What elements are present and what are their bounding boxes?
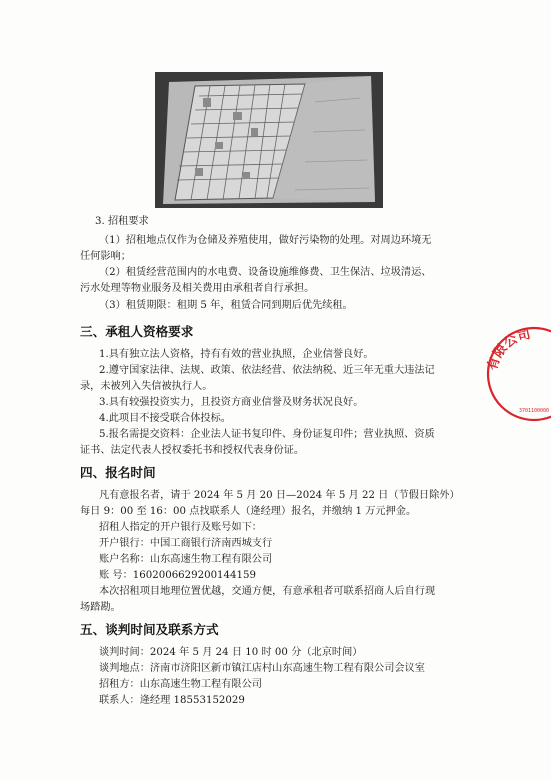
negotiation-location: 谈判地点：济南市济阳区新市镇江店村山东高速生物工程有限公司会议室	[99, 663, 425, 674]
requirement-1-line-1: （1）招租地点仅作为仓储及养殖使用，做好污染物的处理。对周边环境无	[99, 235, 432, 246]
requirement-2-line-2: 污水处理等物业服务及相关费用由承租者自行承担。	[80, 283, 315, 294]
site-plan-photo	[155, 72, 383, 208]
registration-line-2: 每日 9：00 至 16：00 点找联系人（逄经理）报名，并缴纳 1 万元押金。	[80, 506, 417, 517]
requirement-3: （3）租赁期限：租期 5 年，租赁合同到期后优先续租。	[99, 300, 353, 311]
heading-registration-time: 四、报名时间	[80, 465, 156, 480]
account-name: 账户名称：山东高速生物工程有限公司	[99, 554, 273, 565]
section-3-title: 3. 招租要求	[95, 216, 149, 227]
heading-negotiation-contact: 五、谈判时间及联系方式	[80, 622, 219, 637]
qualification-5-line-2: 证书、法定代表人授权委托书和授权代表身份证。	[80, 445, 305, 456]
site-visit-line-1: 本次招租项目地理位置优越，交通方便，有意承租者可联系招商人后自行现	[99, 586, 436, 597]
qualification-2-line-1: 2.遵守国家法律、法规、政策、依法经营、依法纳税、近三年无重大违法记	[99, 365, 435, 376]
qualification-2-line-2: 录，未被列入失信被执行人。	[80, 381, 213, 392]
bank-name: 开户银行：中国工商银行济南西城支行	[99, 538, 273, 549]
negotiation-time: 谈判时间：2024 年 5 月 24 日 10 时 00 分（北京时间）	[99, 647, 363, 658]
requirement-1-line-2: 任何影响；	[80, 251, 131, 262]
registration-line-1: 凡有意报名者，请于 2024 年 5 月 20 日—2024 年 5 月 22 日（节假日除外）	[99, 490, 460, 501]
bank-intro: 招租人指定的开户银行及账号如下：	[99, 522, 262, 533]
site-visit-line-2: 场踏勘。	[80, 602, 121, 613]
qualification-1: 1.具有独立法人资格，持有有效的营业执照，企业信誉良好。	[99, 349, 374, 360]
contact-person: 联系人：逄经理 18553152029	[99, 695, 245, 706]
requirement-2-line-1: （2）租赁经营范围内的水电费、设备设施维修费、卫生保洁、垃圾清运、	[99, 267, 432, 278]
qualification-5-line-1: 5.报名需提交资料：企业法人证书复印件、身份证复印件；营业执照、资质	[99, 429, 435, 440]
qualification-4: 4.此项目不接受联合体投标。	[99, 413, 231, 424]
company-seal	[478, 318, 551, 428]
qualification-3: 3.具有较强投资实力，且投资方商业信誉及财务状况良好。	[99, 397, 364, 408]
seal-text: 有限公司	[485, 326, 533, 373]
heading-tenant-qualifications: 三、承租人资格要求	[80, 324, 194, 339]
seal-serial-number: 3701100000	[518, 408, 550, 414]
lessor: 招租方：山东高速生物工程有限公司	[99, 679, 262, 690]
svg-text:有限公司	[484, 326, 532, 372]
account-number: 账 号：1602006629200144159	[99, 570, 256, 581]
